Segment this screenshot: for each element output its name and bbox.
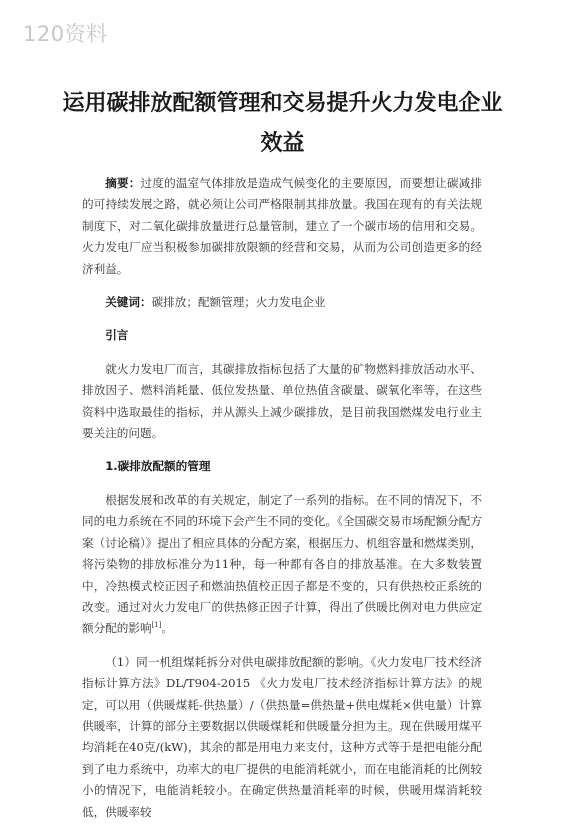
- keywords-label: 关键词：: [105, 295, 152, 310]
- citation-marker: [1]: [151, 621, 162, 630]
- intro-paragraph: 就火力发电厂而言，其碳排放指标包括了大量的矿物燃料排放活动水平、排放因子、燃料消耗量、低位发热量、单位热值含碳量、碳氧化率等，在这些资料中选取最佳的指标，并从源头上减少碳排放，是目前我国燃煤发电行业主要关注的问题。: [82, 361, 482, 441]
- section1-paragraph-2: （1）同一机组煤耗拆分对供电碳排放配额的影响。《火力发电厂技术经济指标计算方法》DL/T904-2015 《火力发电厂技术经济指标计算方法》的规定，可以用（供暖煤耗-供热量）/（供热量=供热量+供电煤耗×供电量）计算供暖率，计算的部分主要数据以供暖煤耗和供暖量分担为主。现在供暖用煤平均消耗在40克/(kW)，其余的都是用电力来支付，这种方式等于是把电能分配到了电力系统中，功率大的电厂提供的电能消耗就小，而在电能消耗的比例较小的情况下，电能消耗较小。在确定供热量消耗率的时候，供暖用煤消耗较低，供暖率较: [82, 654, 482, 819]
- document-title: 运用碳排放配额管理和交易提升火力发电企业效益: [62, 91, 503, 156]
- section1-para1-end: 。: [161, 621, 174, 636]
- keywords-paragraph: [82, 292, 482, 313]
- section1-heading: 1.碳排放配额的管理: [105, 459, 211, 474]
- document-body: [82, 173, 482, 835]
- abstract-text: 过度的温室气体排放是造成气候变化的主要原因，而要想让碳减排的可持续发展之路，就必须让公司严格限制其排放量。我国在现有的有关法规制度下，对二氧化碳排放量进行总量管制，建立了一个碳市场的信用和交易。火力发电厂应当积极参加碳排放限额的经营和交易，从而为公司创造更多的经济利益。: [82, 176, 482, 276]
- watermark: 120资料: [23, 22, 108, 46]
- abstract-paragraph: [82, 173, 482, 280]
- section1-paragraph-1: [82, 490, 482, 640]
- section1-para1-text: 根据发展和改革的有关规定，制定了一系列的指标。在不同的情况下，不同的电力系统在不同的环境下会产生不同的变化。《全国碳交易市场配额分配方案（讨论稿）》提出了相应具体的分配方案，根据压力、机组容量和燃煤类别，将污染物的排放标准分为11种，每一种都有各自的排放基准。在大多数装置中，冷热模式校正因子和燃油热值校正因子都是不变的，只有供热校正系统的改变。通过对火力发电厂的供热修正因子计算，得出了供暖比例对电力供应定额分配的影响: [82, 492, 482, 636]
- keywords-text: 碳排放；配额管理；火力发电企业: [151, 295, 326, 310]
- abstract-label: 摘要：: [105, 176, 141, 190]
- intro-heading: 引言: [105, 328, 129, 343]
